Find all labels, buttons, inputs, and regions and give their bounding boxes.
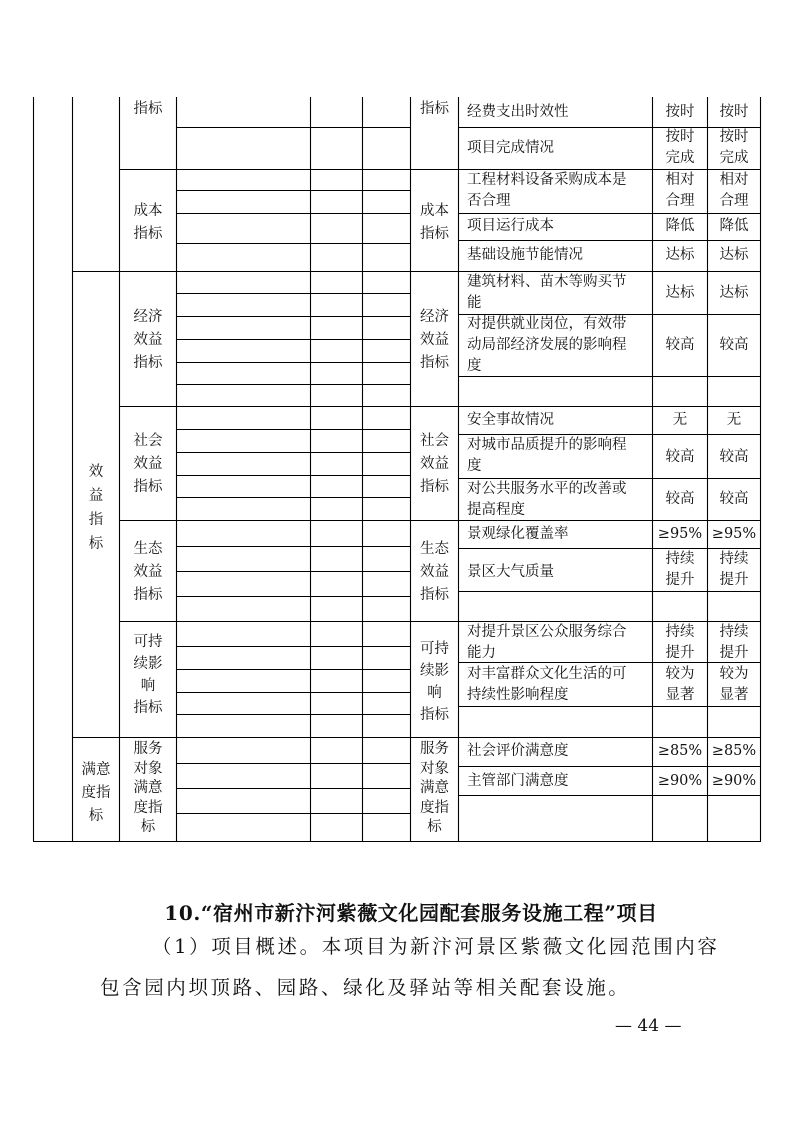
paragraph-line-1: （1）项目概述。本项目为新汴河景区紫薇文化园范围内容 (152, 935, 720, 958)
target-cell: 降低 (665, 218, 695, 234)
right-sustainable-impact: 可持 续影 响 指标 (420, 641, 449, 723)
target-cell: 相对 合理 (665, 172, 695, 209)
target-cell: 持续 提升 (665, 624, 695, 661)
right-timeliness-indicator-tail: 指标 (420, 101, 449, 117)
page-number: — 44 — (615, 1016, 682, 1036)
target-cell: 达标 (665, 247, 695, 263)
indicator-cell: 对丰富群众文化生活的可 持续性影响程度 (467, 666, 627, 703)
left-col2-cost-indicator: 成本 指标 (133, 203, 163, 242)
indicator-cell: 安全事故情况 (467, 412, 554, 428)
actual-cell: 降低 (719, 218, 749, 234)
left-col2-ecological-benefit: 生态 效益 指标 (133, 541, 163, 603)
actual-cell: 相对 合理 (719, 172, 749, 209)
actual-cell: 达标 (719, 247, 749, 263)
target-cell: 较高 (665, 449, 695, 465)
target-cell: ≥95% (657, 526, 703, 542)
actual-cell: 持续 提升 (719, 551, 749, 588)
actual-cell: ≥90% (711, 773, 757, 789)
target-cell: 较高 (665, 337, 695, 353)
left-col2-timeliness-indicator-tail: 指标 (133, 101, 163, 117)
left-col2-sustainable-impact: 可持 续影 响 指标 (133, 634, 163, 716)
indicator-cell: 景区大气质量 (467, 564, 554, 580)
target-cell: 较高 (665, 491, 695, 507)
right-service-satisfaction: 服务 对象 满意 度指 标 (420, 741, 449, 835)
left-col2-economic-benefit: 经济 效益 指标 (133, 309, 163, 371)
indicator-cell: 对公共服务水平的改善或 提高程度 (467, 481, 627, 518)
indicator-cell: 建筑材料、苗木等购买节 能 (467, 274, 627, 311)
indicator-cell: 项目运行成本 (467, 218, 554, 234)
indicator-cell: 对城市品质提升的影响程 度 (467, 437, 627, 474)
left-col1-benefit-indicator: 效 益 指 标 (88, 464, 104, 552)
target-cell: 按时 (665, 104, 695, 120)
target-cell: 持续 提升 (665, 551, 695, 588)
actual-cell: 无 (726, 412, 742, 428)
target-cell: ≥85% (657, 743, 703, 759)
actual-cell: 较高 (719, 449, 749, 465)
left-col1-satisfaction-indicator: 满意 度指 标 (81, 762, 111, 824)
indicator-cell: 社会评价满意度 (467, 743, 569, 759)
right-social-benefit: 社会 效益 指标 (420, 433, 449, 495)
paragraph-line-2: 包含园内坝顶路、园路、绿化及驿站等相关配套设施。 (100, 976, 631, 999)
indicator-cell: 景观绿化覆盖率 (467, 526, 569, 542)
indicator-cell: 主管部门满意度 (467, 773, 569, 789)
indicator-cell: 经费支出时效性 (467, 104, 569, 120)
indicator-cell: 对提供就业岗位，有效带 动局部经济发展的影响程 度 (467, 316, 627, 374)
actual-cell: 按时 完成 (719, 129, 749, 166)
right-ecological-benefit: 生态 效益 指标 (420, 541, 449, 603)
actual-cell: 达标 (719, 285, 749, 301)
target-cell: 按时 完成 (665, 129, 695, 166)
section-heading: 10.“宿州市新汴河紫薇文化园配套服务设施工程”项目 (164, 901, 658, 925)
target-cell: ≥90% (657, 773, 703, 789)
right-cost-indicator: 成本 指标 (420, 203, 449, 242)
actual-cell: ≥85% (711, 743, 757, 759)
indicator-cell: 基础设施节能情况 (467, 247, 583, 263)
left-col2-service-satisfaction: 服务 对象 满意 度指 标 (133, 741, 163, 835)
actual-cell: 持续 提升 (719, 624, 749, 661)
left-col2-social-benefit: 社会 效益 指标 (133, 433, 163, 495)
actual-cell: 按时 (719, 104, 749, 120)
indicator-cell: 工程材料设备采购成本是 否合理 (467, 172, 627, 209)
target-cell: 较为 显著 (665, 666, 695, 703)
target-cell: 达标 (665, 285, 695, 301)
right-economic-benefit: 经济 效益 指标 (420, 309, 449, 371)
indicator-cell: 项目完成情况 (467, 140, 554, 156)
target-cell: 无 (672, 412, 688, 428)
actual-cell: 较高 (719, 337, 749, 353)
indicator-cell: 对提升景区公众服务综合 能力 (467, 624, 627, 661)
actual-cell: 较为 显著 (719, 666, 749, 703)
actual-cell: 较高 (719, 491, 749, 507)
actual-cell: ≥95% (711, 526, 757, 542)
